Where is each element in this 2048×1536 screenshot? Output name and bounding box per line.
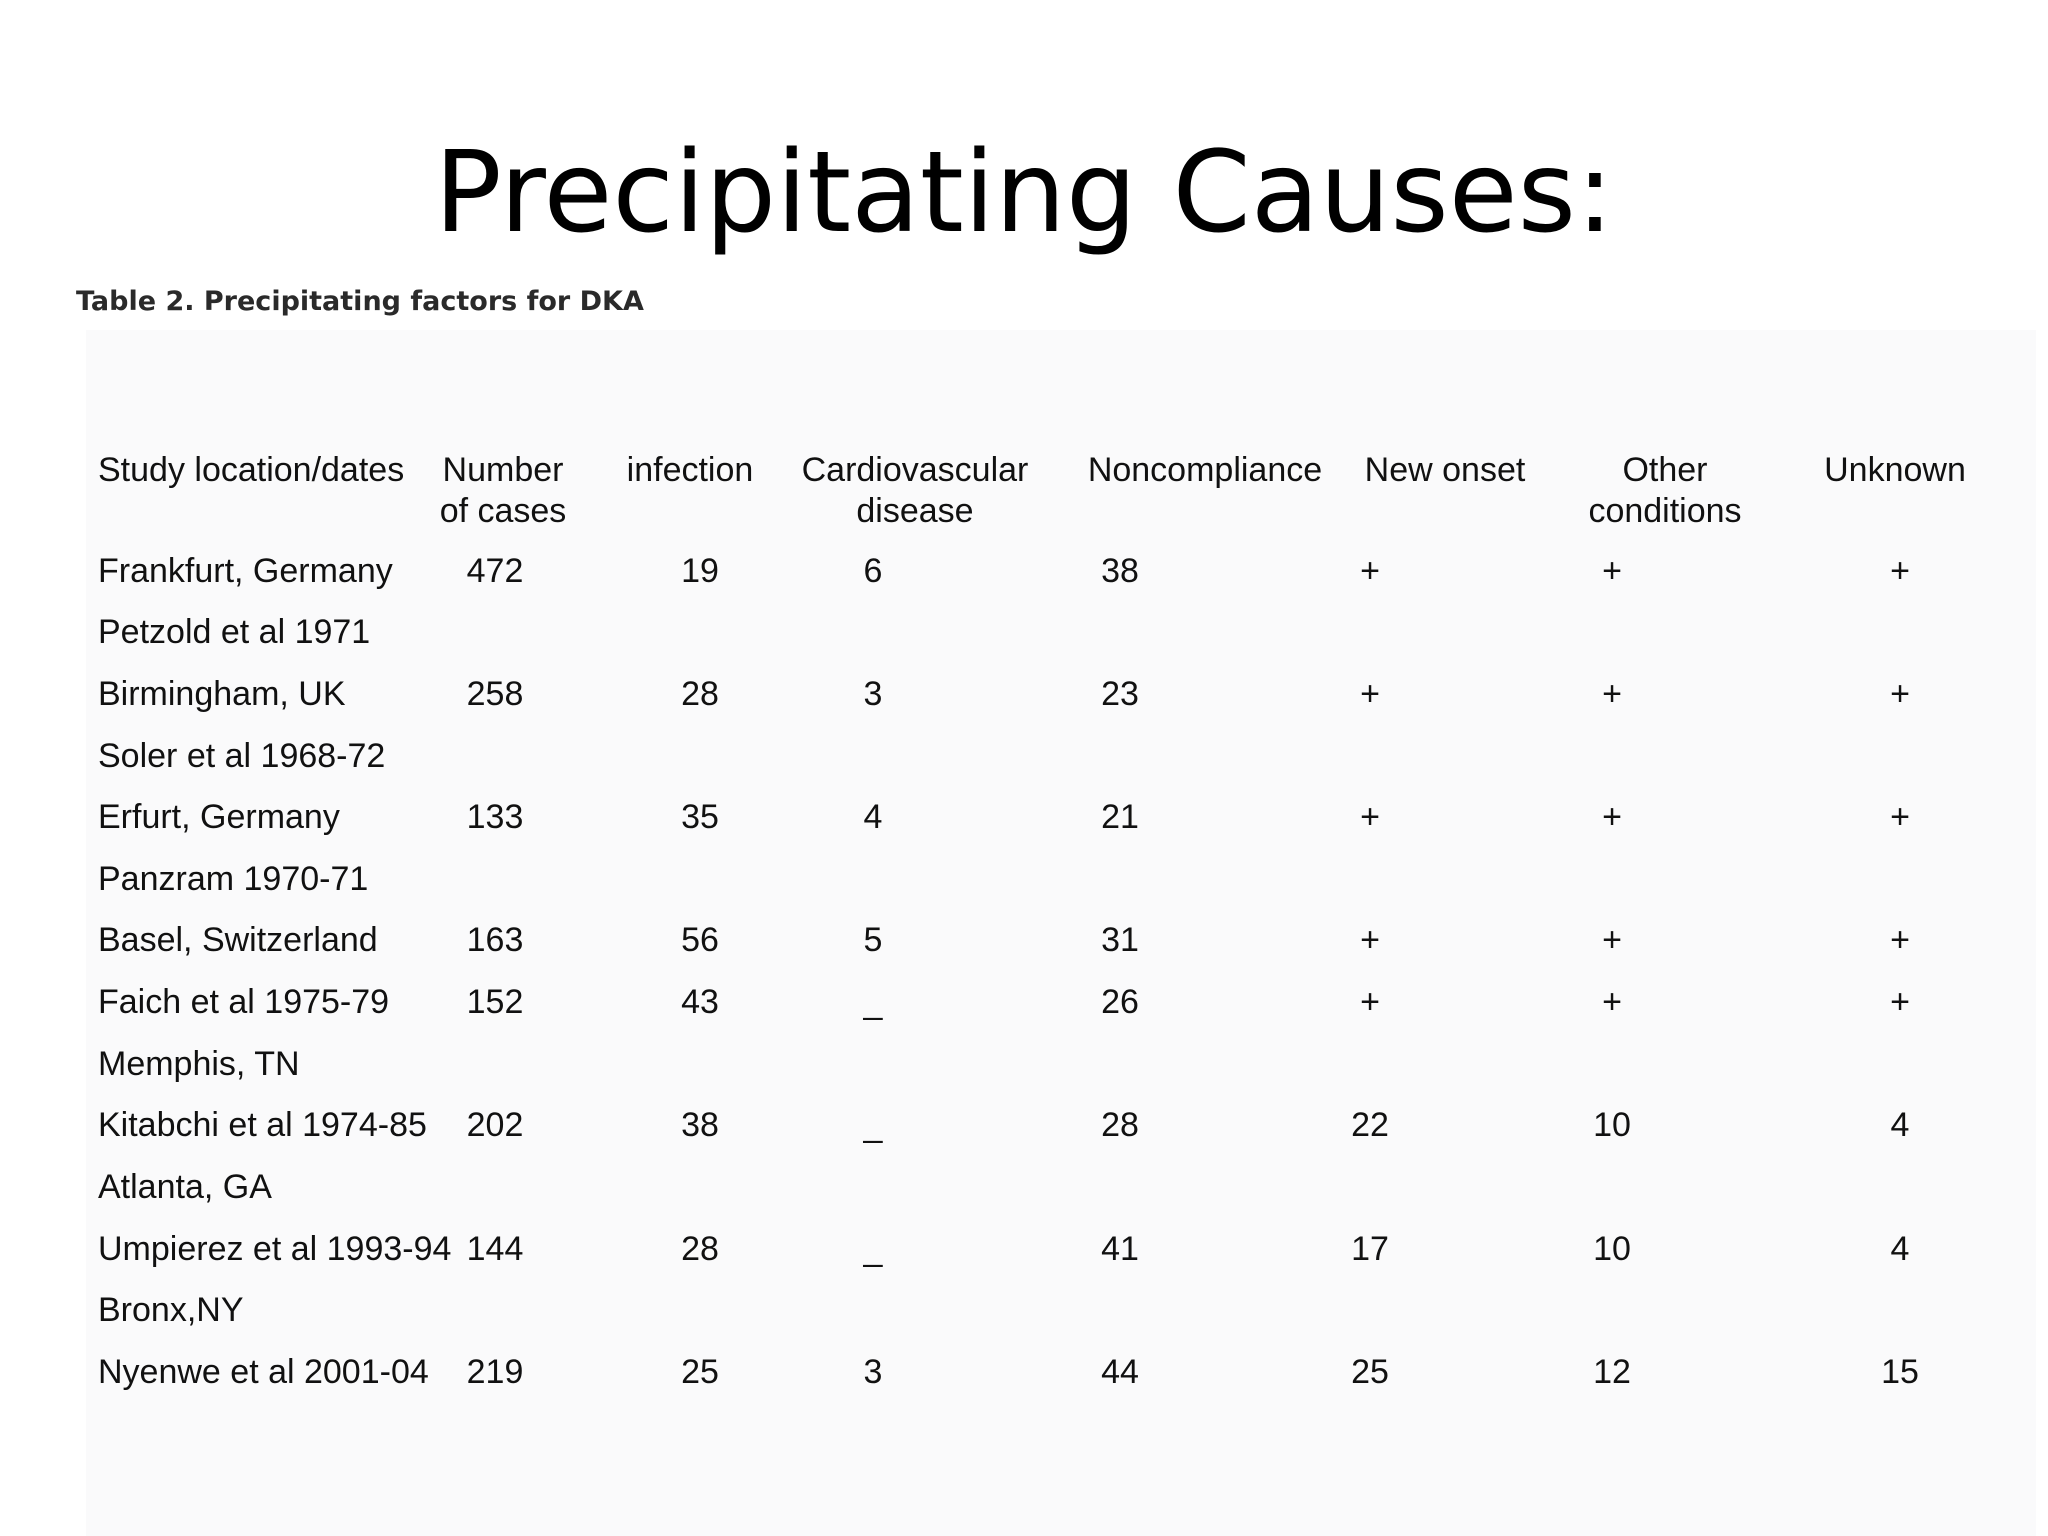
cell-new-onset: + [1360,798,1380,836]
table-row [0,671,2048,717]
header-unknown: Unknown [1824,451,1966,489]
header-new-onset: New onset [1364,451,1526,489]
cell-other-conditions: + [1602,552,1622,590]
cell-other-conditions: 10 [1593,1106,1631,1144]
cell-new-onset: 22 [1351,1106,1389,1144]
cell-infection: 43 [681,983,719,1021]
cell-cardiovascular: _ [863,983,883,1021]
cell-other-conditions: 10 [1593,1230,1631,1268]
cell-number-of-cases: 472 [466,552,524,590]
header-infection: infection [626,451,754,489]
header-number-of-cases: Number of cases [439,451,567,530]
header-cardiovascular-disease: Cardiovascular disease [801,451,1029,530]
table-row [0,1226,2048,1272]
header-other-conditions: Other conditions [1588,451,1742,530]
cell-noncompliance: 41 [1101,1230,1139,1268]
cell-unknown: 15 [1881,1353,1919,1391]
header-noncompliance: Noncompliance [1087,451,1323,489]
cell-infection: 56 [681,921,719,959]
cell-noncompliance: 28 [1101,1106,1139,1144]
cell-location: Birmingham, UK [98,675,346,713]
cell-new-onset: + [1360,552,1380,590]
table-row [0,1164,2048,1210]
cell-location: Petzold et al 1971 [98,613,371,651]
cell-number-of-cases: 133 [466,798,524,836]
table-row [0,917,2048,963]
cell-other-conditions: 12 [1593,1353,1631,1391]
table-row [0,794,2048,840]
table-header-row [0,450,2048,540]
cell-unknown: 4 [1890,1106,1910,1144]
cell-cardiovascular: _ [863,1230,883,1268]
cell-infection: 25 [681,1353,719,1391]
cell-infection: 19 [681,552,719,590]
cell-noncompliance: 44 [1101,1353,1139,1391]
cell-cardiovascular: _ [863,1106,883,1144]
cell-number-of-cases: 163 [466,921,524,959]
cell-infection: 28 [681,675,719,713]
cell-location: Kitabchi et al 1974-85 [98,1106,427,1144]
table-row [0,548,2048,594]
table-row [0,979,2048,1025]
table-row [0,1349,2048,1395]
table-row [0,1041,2048,1087]
cell-new-onset: + [1360,675,1380,713]
cell-infection: 28 [681,1230,719,1268]
cell-cardiovascular: 4 [863,798,883,836]
table-row [0,1287,2048,1333]
cell-noncompliance: 38 [1101,552,1139,590]
cell-new-onset: 25 [1351,1353,1389,1391]
cell-other-conditions: + [1602,921,1622,959]
cell-other-conditions: + [1602,675,1622,713]
cell-new-onset: + [1360,921,1380,959]
cell-cardiovascular: 5 [863,921,883,959]
cell-unknown: + [1890,983,1910,1021]
cell-number-of-cases: 152 [466,983,524,1021]
slide-title: Precipitating Causes: [434,128,1614,258]
cell-location: Basel, Switzerland [98,921,378,959]
cell-location: Nyenwe et al 2001-04 [98,1353,429,1391]
cell-location: Atlanta, GA [98,1168,272,1206]
table-row [0,609,2048,655]
cell-noncompliance: 31 [1101,921,1139,959]
cell-location: Frankfurt, Germany [98,552,393,590]
cell-infection: 38 [681,1106,719,1144]
cell-location: Bronx,NY [98,1291,244,1329]
table-row [0,733,2048,779]
cell-number-of-cases: 144 [466,1230,524,1268]
cell-unknown: 4 [1890,1230,1910,1268]
cell-unknown: + [1890,921,1910,959]
cell-number-of-cases: 258 [466,675,524,713]
cell-number-of-cases: 202 [466,1106,524,1144]
cell-unknown: + [1890,552,1910,590]
header-study-location: Study location/dates [98,451,405,489]
cell-location: Panzram 1970-71 [98,860,369,898]
cell-location: Soler et al 1968-72 [98,737,386,775]
table-row [0,856,2048,902]
cell-other-conditions: + [1602,798,1622,836]
cell-infection: 35 [681,798,719,836]
cell-new-onset: + [1360,983,1380,1021]
cell-cardiovascular: 3 [863,675,883,713]
cell-number-of-cases: 219 [466,1353,524,1391]
table-row [0,1102,2048,1148]
cell-noncompliance: 23 [1101,675,1139,713]
cell-new-onset: 17 [1351,1230,1389,1268]
cell-location: Memphis, TN [98,1045,300,1083]
cell-location: Umpierez et al 1993-94 [98,1230,452,1268]
cell-cardiovascular: 3 [863,1353,883,1391]
cell-unknown: + [1890,675,1910,713]
cell-cardiovascular: 6 [863,552,883,590]
cell-noncompliance: 21 [1101,798,1139,836]
table-caption: Table 2. Precipitating factors for DKA [76,286,644,317]
cell-other-conditions: + [1602,983,1622,1021]
cell-unknown: + [1890,798,1910,836]
cell-location: Faich et al 1975-79 [98,983,390,1021]
cell-location: Erfurt, Germany [98,798,340,836]
cell-noncompliance: 26 [1101,983,1139,1021]
